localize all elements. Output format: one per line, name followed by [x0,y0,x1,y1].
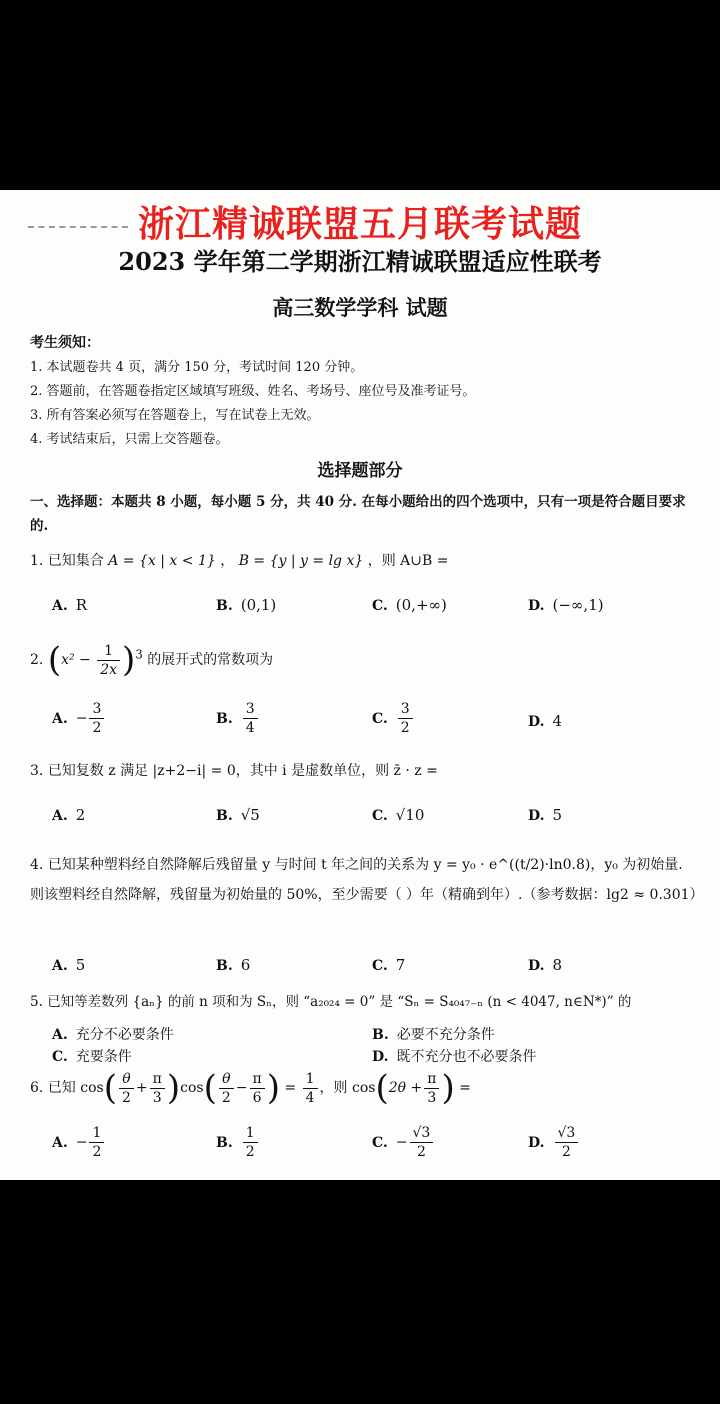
option-a[interactable]: A. 5 [52,956,86,974]
set-a: A = {x | x < 1} [108,553,216,569]
separator: ， [220,553,235,569]
question-6-stem: 6. 已知 cos( $\frac{\theta}{2}$ + $\frac{\pi}{3}$ )cos( $\frac{\theta}{2}$ − $\frac{\pi}{6}$ ) = $\frac{1}{4}$ ，则 cos(2θ + $\frac{\pi}{3}$ ) = [30,1068,471,1108]
question-text: 的展开式的常数项为 [147,652,274,668]
question-1-stem [30,550,449,570]
question-text: 已知复数 z 满足 |z+2−i| = 0，其中 i 是虚数单位，则 z̄ · z = [47,763,438,779]
question-number: 3. [30,763,44,779]
section-intro: 一、选择题：本题共 8 小题，每小题 5 分，共 40 分. 在每小题给出的四个选项中，只有一项是符合题目要求的. [30,494,686,534]
question-3-stem [30,760,438,780]
question-5-stem [30,990,631,1010]
option-a[interactable]: A. − $\frac{1}{2}$ [52,1124,106,1161]
option-c[interactable]: C. 充要条件 [52,1049,132,1065]
question-4-stem [30,850,704,910]
question-number: 1. [30,553,44,569]
overlay-title: 浙江精诚联盟五月联考试题 [137,204,582,245]
question-text: ，则 A∪B = [367,553,449,569]
option-c[interactable]: C. 7 [372,956,406,974]
option-d[interactable]: D. $\frac{√3}{2}$ [528,1124,580,1161]
notice-heading: 考生须知： [30,335,100,351]
option-a[interactable]: A. − $\frac{3}{2}$ [52,700,106,737]
bottom-black-bar [0,1180,720,1404]
subject-title: 高三数学学科 试题 [272,295,448,320]
question-text: 已知等差数列 {aₙ} 的前 n 项和为 Sₙ，则 “a₂₀₂₄ = 0” 是 “Sₙ = S₄₀₄₇₋ₙ (n < 4047, n∈N*)” 的 [47,994,632,1010]
section-title: 选择题部分 [317,461,403,481]
question-number: 2. [30,652,44,668]
option-b[interactable]: B. √5 [216,806,260,824]
option-c[interactable]: C. (0,+∞) [372,596,447,614]
option-b[interactable]: B. 必要不充分条件 [372,1027,495,1043]
question-text: 已知集合 [47,553,109,569]
top-black-bar [0,0,720,190]
question-text: 已知某种塑料经自然降解后残留量 y 与时间 t 年之间的关系为 y = y₀ · e^((t/2)·ln0.8)，y₀ 为初始量. 则该塑料经自然降解，残留量为初始量的 50%，至少需要（ ）年（精确到年）.（参考数据：lg2 ≈ 0.301） [30,857,704,903]
option-b[interactable]: B. $\frac{1}{2}$ [216,1124,260,1161]
fraction: $\frac{1}{2x}$ [97,642,120,679]
question-number: 6. [30,1080,44,1096]
option-d[interactable]: D. (−∞,1) [528,596,604,614]
option-b[interactable]: B. 6 [216,956,251,974]
question-number: 5. [30,994,43,1010]
notice-item: 2. 答题前，在答题卷指定区域填写班级、姓名、考场号、座位号及准考证号。 [30,384,476,399]
option-b[interactable]: B. (0,1) [216,596,277,614]
option-d[interactable]: D. 8 [528,956,563,974]
question-number: 4. [30,857,44,873]
option-b[interactable]: B. $\frac{3}{4}$ [216,700,260,737]
option-a[interactable]: A. 充分不必要条件 [52,1027,174,1043]
option-d[interactable]: D. 4 [528,712,563,730]
option-d[interactable]: D. 5 [528,806,563,824]
exam-title: 2023 学年第二学期浙江精诚联盟适应性联考 [118,247,602,276]
question-2-stem: 2. (x² − $\frac{1}{2x}$ )$^3$ 的展开式的常数项为 [30,640,274,680]
option-a[interactable]: A. 2 [52,806,86,824]
option-c[interactable]: C. − $\frac{√3}{2}$ [372,1124,435,1161]
notice-item: 3. 所有答案必须写在答题卷上，写在试卷上无效。 [30,408,320,423]
option-a[interactable]: A. R [52,596,88,614]
option-c[interactable]: C. √10 [372,806,425,824]
set-b: B = {y | y = lg x} [238,553,364,569]
option-c[interactable]: C. $\frac{3}{2}$ [372,700,415,737]
option-d[interactable]: D. 既不充分也不必要条件 [372,1049,537,1065]
notice-item: 4. 考试结束后，只需上交答题卷。 [30,432,229,447]
notice-item: 1. 本试题卷共 4 页，满分 150 分，考试时间 120 分钟。 [30,360,364,375]
exam-paper [0,190,720,1180]
